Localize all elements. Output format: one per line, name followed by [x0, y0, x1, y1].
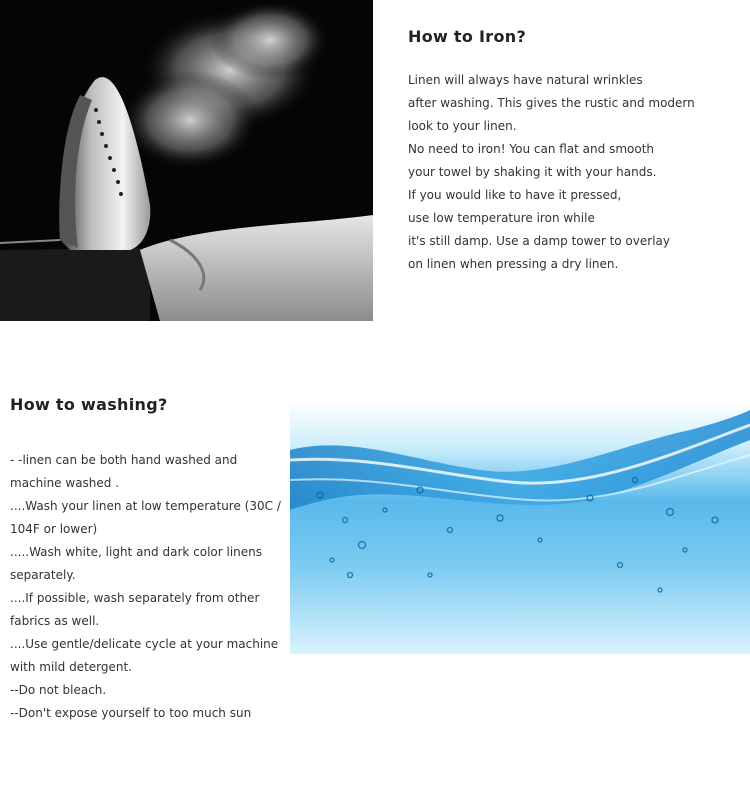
- water-photo: [290, 400, 750, 654]
- iron-line: look to your linen.: [408, 119, 517, 133]
- iron-line: If you would like to have it pressed,: [408, 188, 622, 202]
- wash-line: ....If possible, wash separately from other: [10, 591, 260, 605]
- wash-line: ....Wash your linen at low temperature (30C /: [10, 499, 281, 513]
- iron-line: after washing. This gives the rustic and modern: [408, 96, 695, 110]
- wash-line: --Do not bleach.: [10, 683, 107, 697]
- wash-line: --Don't expose yourself to too much sun: [10, 706, 252, 720]
- wash-line: machine washed .: [10, 476, 120, 490]
- wash-line: - -linen can be both hand washed and: [10, 453, 238, 467]
- wash-line: with mild detergent.: [10, 660, 132, 674]
- iron-photo: [0, 0, 373, 321]
- wash-line: fabrics as well.: [10, 614, 100, 628]
- iron-line: use low temperature iron while: [408, 211, 595, 225]
- wash-line: .....Wash white, light and dark color linens: [10, 545, 263, 559]
- wash-line: ....Use gentle/delicate cycle at your machine: [10, 637, 279, 651]
- wash-line: 104F or lower): [10, 522, 98, 536]
- iron-heading: How to Iron?: [408, 27, 527, 46]
- iron-line: Linen will always have natural wrinkles: [408, 73, 643, 87]
- wash-line: separately.: [10, 568, 76, 582]
- iron-line: it's still damp. Use a damp tower to overlay: [408, 234, 670, 248]
- wash-heading: How to washing?: [10, 395, 168, 414]
- wash-instructions: [10, 449, 280, 725]
- iron-line: your towel by shaking it with your hands.: [408, 165, 657, 179]
- iron-instructions: [408, 69, 738, 276]
- iron-line: on linen when pressing a dry linen.: [408, 257, 619, 271]
- iron-line: No need to iron! You can flat and smooth: [408, 142, 654, 156]
